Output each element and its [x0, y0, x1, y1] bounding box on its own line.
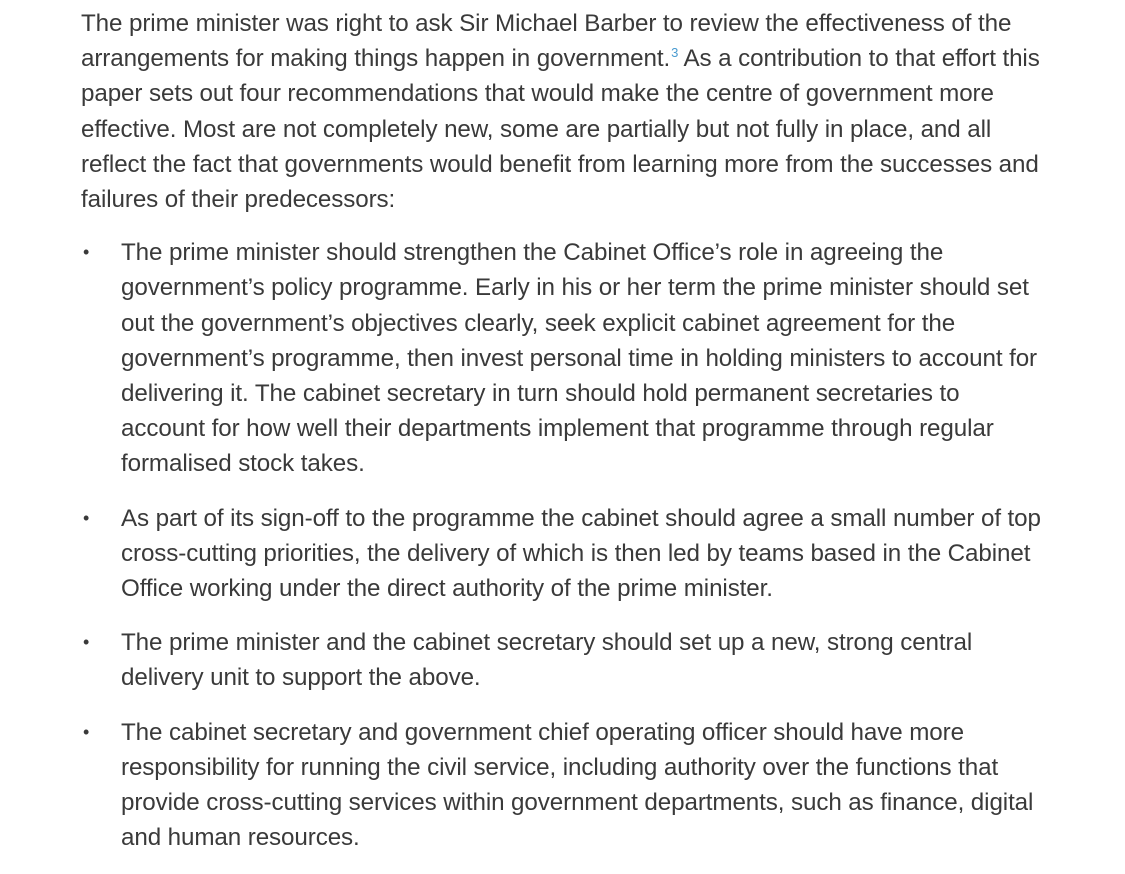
intro-text-after-ref: As a contribution to that effort this paper sets out four recommendations that would make the centre of government more effective. Most are not completely new, some are partially but not fully in place, and all reflect the fact that governments would benefit from learning more from the successes and failures of their predecessors: [81, 45, 1040, 214]
document-page [81, 6, 1041, 874]
intro-text-before-ref: The prime minister was right to ask Sir Michael Barber to review the effectiveness of the arrangements for making things happen in government. [81, 10, 1012, 73]
list-item-text: As part of its sign-off to the programme the cabinet should agree a small number of top cross-cutting priorities, the delivery of which is then led by teams based in the Cabinet Office working under the direct authority of the prime minister. [121, 504, 1041, 603]
list-item-text: The prime minister should strengthen the Cabinet Office’s role in agreeing the government’s policy programme. Early in his or her term the prime minister should set out the government’s objectives clearly, seek explicit cabinet agreement for the government’s programme, then invest personal time in holding ministers to account for delivering it. The cabinet secretary in turn should hold permanent secretaries to account for how well their departments implement that programme through regular formalised stock takes. [121, 239, 1038, 478]
footnote-reference-link[interactable]: 3 [671, 45, 679, 61]
bullet-icon: • [83, 632, 90, 653]
recommendations-list [81, 235, 1041, 855]
list-item-text: The prime minister and the cabinet secretary should set up a new, strong central delivery unit to support the above. [121, 629, 973, 692]
list-item-text: The cabinet secretary and government chief operating officer should have more responsibility for running the civil service, including authority over the functions that provide cross-cutting services within government departments, such as finance, digital and human resources. [121, 718, 1034, 852]
list-item [81, 625, 1041, 695]
list-item [81, 715, 1041, 856]
list-item [81, 235, 1041, 481]
list-item [81, 501, 1041, 607]
bullet-icon: • [83, 507, 90, 528]
bullet-icon: • [83, 721, 90, 742]
intro-paragraph [81, 6, 1041, 217]
bullet-icon: • [83, 242, 90, 263]
